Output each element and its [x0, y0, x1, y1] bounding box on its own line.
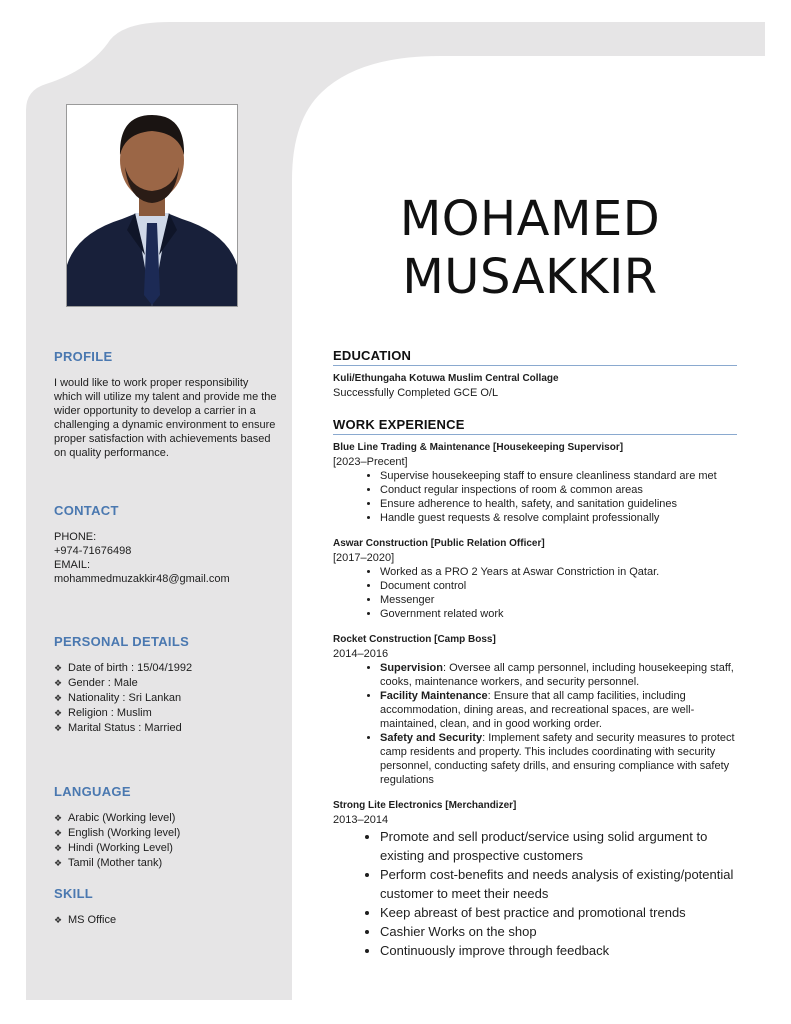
bullet-label: Facility Maintenance	[380, 690, 488, 702]
list-item: • Messenger	[380, 593, 737, 607]
list-item: • Ensure adherence to health, safety, and sanitation guidelines	[380, 497, 737, 511]
list-item: • Handle guest requests & resolve complaint professionally	[380, 511, 737, 525]
list-item: • Worked as a PRO 2 Years at Aswar Constriction in Qatar.	[380, 565, 737, 579]
list-item: ❖ Tamil (Mother tank)	[54, 856, 279, 871]
job-title: Aswar Construction [Public Relation Officer]	[333, 538, 545, 549]
skill-section	[54, 887, 279, 928]
list-item: • Document control	[380, 579, 737, 593]
job-title: Rocket Construction [Camp Boss]	[333, 634, 496, 645]
profile-photo	[66, 104, 238, 307]
personal-details-title: PERSONAL DETAILS	[54, 634, 190, 649]
list-item: ❖ Arabic (Working level)	[54, 811, 279, 826]
list-item: • Perform cost-benefits and needs analysis of existing/potential customer to meet their needs	[380, 865, 737, 903]
education-detail: Successfully Completed GCE O/L	[333, 387, 499, 399]
job-period: 2014–2016	[333, 648, 389, 660]
education-title: EDUCATION	[333, 349, 737, 366]
job-entry	[333, 799, 737, 960]
list-item: ❖ English (Working level)	[54, 826, 279, 841]
list-item: • Promote and sell product/service using solid argument to existing and prospective customers	[380, 827, 737, 865]
bullet-text: : Implement safety and security measures to protect camp residents and property. This includes coordinating with security personnel, conducting safety drills, and ensuring compliance with safety regulations	[380, 732, 735, 786]
list-item	[380, 661, 737, 689]
profile-title: PROFILE	[54, 349, 113, 364]
personal-details-section	[54, 635, 279, 736]
contact-section	[54, 504, 279, 586]
list-item: ❖ Date of birth : 15/04/1992	[54, 661, 279, 676]
bullet-label: Supervision	[380, 662, 443, 674]
list-item: • Supervise housekeeping staff to ensure cleanliness standard are met	[380, 469, 737, 483]
profile-text: I would like to work proper responsibility which will utilize my talent and provide me the wider opportunity to develop a carrier in a challenging a dynamic environment to ensure proper satisfaction with achievements based on quality performance.	[54, 377, 277, 459]
language-section	[54, 785, 279, 871]
list-item: ❖ MS Office	[54, 913, 279, 928]
candidate-name	[300, 190, 760, 306]
list-item: • Government related work	[380, 607, 737, 621]
job-period: [2023–Precent]	[333, 456, 408, 468]
list-item	[380, 689, 737, 731]
list-item: • Keep abreast of best practice and promotional trends	[380, 903, 737, 922]
job-title: Blue Line Trading & Maintenance [Housekeeping Supervisor]	[333, 442, 624, 453]
skill-title: SKILL	[54, 886, 94, 901]
list-item: ❖ Hindi (Working Level)	[54, 841, 279, 856]
profile-section	[54, 350, 279, 460]
bullet-label: Safety and Security	[380, 732, 483, 744]
job-title: Strong Lite Electronics [Merchandizer]	[333, 800, 517, 811]
language-title: LANGUAGE	[54, 784, 131, 799]
job-period: [2017–2020]	[333, 552, 395, 564]
job-entry	[333, 633, 737, 787]
job-bullets	[333, 469, 737, 525]
list-item: ❖ Nationality : Sri Lankan	[54, 691, 279, 706]
job-bullets	[333, 827, 737, 960]
contact-title: CONTACT	[54, 503, 119, 518]
list-item	[380, 731, 737, 787]
list-item: • Continuously improve through feedback	[380, 941, 737, 960]
personal-details-list	[54, 661, 279, 736]
job-entry	[333, 537, 737, 621]
language-list	[54, 811, 279, 871]
phone-number: +974-71676498	[54, 545, 132, 557]
work-experience-title: WORK EXPERIENCE	[333, 418, 737, 435]
list-item: ❖ Gender : Male	[54, 676, 279, 691]
email-label: EMAIL:	[54, 559, 91, 571]
list-item: • Conduct regular inspections of room & common areas	[380, 483, 737, 497]
main-content	[333, 349, 737, 972]
education-school: Kuli/Ethungaha Kotuwa Muslim Central Collage	[333, 373, 559, 384]
skill-list	[54, 913, 279, 928]
phone-label: PHONE:	[54, 531, 97, 543]
job-period: 2013–2014	[333, 814, 389, 826]
bullet-text: : Ensure that all camp facilities, including accommodation, dining areas, and recreational spaces, are well-maintained, clean, and in good working order.	[380, 690, 695, 730]
email-address: mohammedmuzakkir48@gmail.com	[54, 573, 230, 585]
list-item: ❖ Religion : Muslim	[54, 706, 279, 721]
name-first: MOHAMED	[399, 191, 661, 247]
job-bullets	[333, 565, 737, 621]
list-item: ❖ Marital Status : Married	[54, 721, 279, 736]
job-entry	[333, 441, 737, 525]
list-item: • Cashier Works on the shop	[380, 922, 737, 941]
job-bullets	[333, 661, 737, 787]
name-last: MUSAKKIR	[402, 249, 658, 305]
bullet-text: : Oversee all camp personnel, including housekeeping staff, cooks, maintenance workers, and security personnel.	[380, 662, 734, 688]
